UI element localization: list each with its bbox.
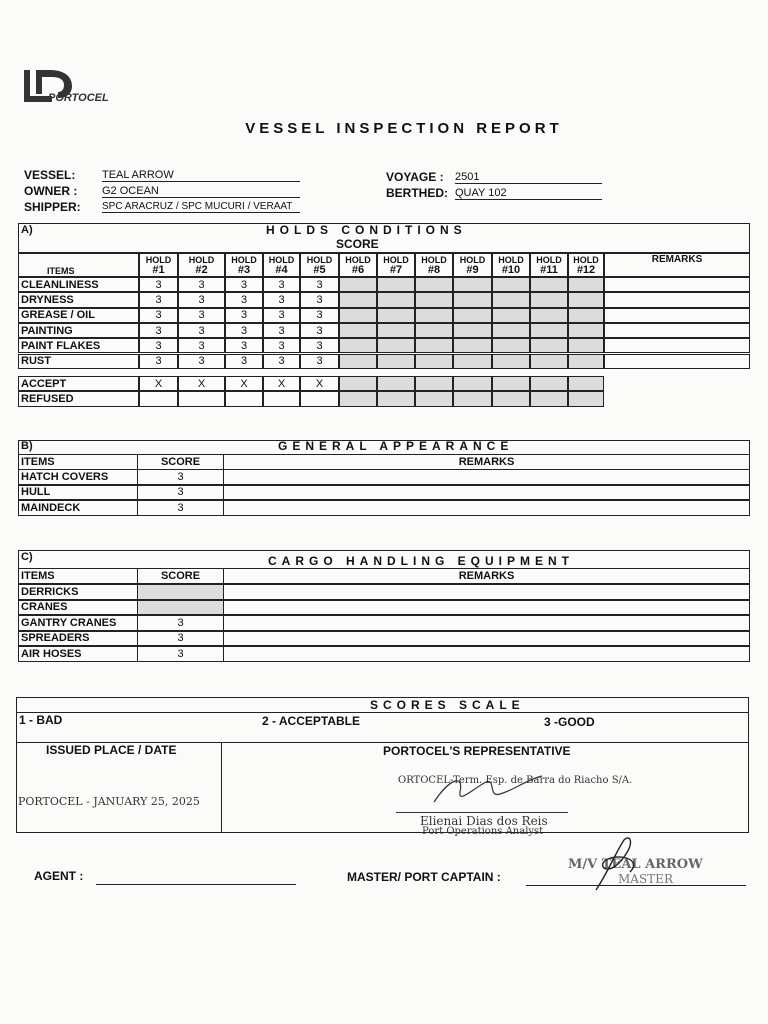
- section-c-letter: C): [21, 551, 33, 563]
- hold-header: [139, 253, 178, 277]
- item-label: PAINTING: [18, 323, 139, 338]
- hold-score-cell: 3: [139, 338, 178, 353]
- hold-word: HOLD: [498, 255, 524, 265]
- section-a-letter: A): [21, 224, 33, 236]
- hold-header: [492, 253, 530, 277]
- hold-score-cell: 3: [225, 338, 263, 353]
- remarks-header: REMARKS: [604, 253, 750, 277]
- hold-number: #5: [313, 264, 326, 276]
- hold-score-cell: [568, 292, 604, 307]
- hold-header: [178, 253, 225, 277]
- hold-word: HOLD: [188, 255, 215, 265]
- hold-header: [225, 253, 263, 277]
- company-stamp: ORTOCEL-Term. Esp. de Barra do Riacho S/A.: [398, 775, 633, 786]
- hold-score-cell: 3: [263, 277, 300, 292]
- remarks-cell: [223, 615, 750, 631]
- decision-mark-cell: X: [300, 376, 339, 391]
- hold-score-cell: 3: [225, 308, 263, 323]
- score-cell: 3: [137, 646, 224, 662]
- holds-section-box: [18, 223, 750, 253]
- hold-score-cell: [530, 323, 568, 338]
- hold-score-cell: 3: [300, 354, 339, 369]
- items-header: ITEMS: [18, 253, 139, 277]
- decision-mark-cell: [492, 391, 530, 406]
- hold-score-cell: [415, 308, 453, 323]
- score-cell: 3: [137, 485, 224, 501]
- hold-score-cell: 3: [300, 308, 339, 323]
- representative-signature: [430, 768, 550, 812]
- remarks-cell: [604, 292, 750, 307]
- decision-mark-cell: [339, 391, 377, 406]
- hold-number: #3: [237, 264, 251, 276]
- hold-header: [453, 253, 492, 277]
- hold-word: HOLD: [231, 255, 257, 265]
- item-label: HULL: [18, 485, 138, 501]
- hold-score-cell: [415, 277, 453, 292]
- hold-score-cell: 3: [139, 323, 178, 338]
- hold-word: HOLD: [383, 255, 409, 265]
- score-cell: 3: [137, 631, 224, 647]
- hold-word: HOLD: [536, 255, 562, 265]
- hold-score-cell: 3: [263, 323, 300, 338]
- hold-score-cell: [339, 323, 377, 338]
- shipper-value: SPC ARACRUZ / SPC MUCURI / VERAAT: [102, 201, 300, 213]
- hold-score-cell: 3: [263, 292, 300, 307]
- remarks-cell: [223, 646, 750, 662]
- hold-score-cell: [339, 354, 377, 369]
- representative-name: Elienai Dias dos Reis: [420, 814, 548, 828]
- hold-score-cell: 3: [263, 338, 300, 353]
- hold-score-cell: [377, 338, 415, 353]
- hold-header: [339, 253, 377, 277]
- remarks-cell: [223, 584, 750, 600]
- master-stamp-line2: MASTER: [618, 872, 673, 886]
- hold-score-cell: [530, 277, 568, 292]
- hold-score-cell: [568, 323, 604, 338]
- item-label: RUST: [18, 354, 139, 369]
- hold-score-cell: [530, 292, 568, 307]
- hold-score-cell: [377, 292, 415, 307]
- shipper-label: SHIPPER:: [24, 200, 81, 214]
- hold-score-cell: [492, 277, 530, 292]
- hold-header: [377, 253, 415, 277]
- hold-score-cell: [492, 323, 530, 338]
- hold-number: #8: [427, 264, 441, 276]
- item-label: GREASE / OIL: [18, 308, 139, 323]
- decision-mark-cell: [453, 376, 492, 391]
- master-signature: [590, 832, 650, 894]
- score-label: SCORE: [336, 237, 379, 251]
- scale-acceptable: 2 - ACCEPTABLE: [262, 714, 361, 728]
- hold-score-cell: [492, 308, 530, 323]
- hold-score-cell: 3: [139, 277, 178, 292]
- owner-value: G2 OCEAN: [102, 185, 300, 198]
- hold-score-cell: [453, 338, 492, 353]
- scale-bad: 1 - BAD: [19, 713, 63, 727]
- agent-label: AGENT :: [34, 869, 84, 883]
- hold-score-cell: [453, 308, 492, 323]
- hold-word: HOLD: [306, 255, 333, 265]
- decision-mark-cell: [453, 391, 492, 406]
- master-stamp-line1: M/V TEAL ARROW: [568, 857, 703, 872]
- decision-mark-cell: [530, 391, 568, 406]
- owner-label: OWNER :: [24, 184, 78, 198]
- remarks-cell: [604, 338, 750, 353]
- score-header: SCORE: [137, 568, 224, 584]
- hold-score-cell: [377, 277, 415, 292]
- decision-mark-cell: [300, 391, 339, 406]
- decision-mark-cell: [139, 391, 178, 406]
- hold-score-cell: [530, 308, 568, 323]
- hold-number: #10: [501, 264, 521, 276]
- hold-score-cell: 3: [263, 308, 300, 323]
- report-title: VESSEL INSPECTION REPORT: [245, 120, 563, 137]
- hold-score-cell: 3: [178, 292, 225, 307]
- remarks-cell: [604, 277, 750, 292]
- hold-word: HOLD: [268, 255, 295, 265]
- hold-header: [530, 253, 568, 277]
- hold-number: #4: [275, 264, 288, 276]
- score-cell: 3: [137, 615, 224, 631]
- remarks-header: REMARKS: [223, 568, 750, 584]
- hold-header: [300, 253, 339, 277]
- item-label: DERRICKS: [18, 584, 138, 600]
- decision-mark-cell: [377, 376, 415, 391]
- hold-score-cell: [568, 308, 604, 323]
- berthed-label: BERTHED:: [386, 186, 448, 200]
- vessel-value: TEAL ARROW: [102, 169, 300, 182]
- hold-score-cell: [453, 354, 492, 369]
- remarks-cell: [223, 500, 750, 516]
- voyage-value: 2501: [455, 171, 602, 184]
- decision-mark-cell: [225, 391, 263, 406]
- items-header: ITEMS: [18, 454, 138, 470]
- hold-number: #2: [195, 264, 208, 276]
- hold-score-cell: 3: [178, 354, 225, 369]
- issued-value: PORTOCEL - JANUARY 25, 2025: [18, 795, 200, 808]
- hold-score-cell: 3: [300, 277, 339, 292]
- decision-mark-cell: [263, 391, 300, 406]
- hold-score-cell: [377, 354, 415, 369]
- hold-score-cell: 3: [225, 277, 263, 292]
- hold-score-cell: [568, 338, 604, 353]
- agent-signature-line: [96, 884, 296, 885]
- decision-mark-cell: [377, 391, 415, 406]
- decision-mark-cell: [415, 376, 453, 391]
- hold-score-cell: 3: [139, 308, 178, 323]
- section-b-letter: B): [21, 440, 33, 452]
- remarks-cell: [223, 485, 750, 501]
- hold-score-cell: 3: [225, 323, 263, 338]
- hold-score-cell: 3: [263, 354, 300, 369]
- issued-label: ISSUED PLACE / DATE: [46, 743, 177, 757]
- remarks-header: REMARKS: [223, 454, 750, 470]
- decision-mark-cell: X: [178, 376, 225, 391]
- item-label: CLEANLINESS: [18, 277, 139, 292]
- decision-mark-cell: [492, 376, 530, 391]
- holds-conditions-title: HOLDS CONDITIONS: [266, 223, 467, 237]
- hold-score-cell: 3: [178, 338, 225, 353]
- decision-mark-cell: X: [263, 376, 300, 391]
- item-label: HATCH COVERS: [18, 469, 138, 485]
- master-label: MASTER/ PORT CAPTAIN :: [347, 870, 501, 884]
- remarks-cell: [223, 631, 750, 647]
- hold-score-cell: 3: [300, 338, 339, 353]
- hold-number: #12: [576, 264, 596, 276]
- hold-score-cell: 3: [139, 354, 178, 369]
- hold-score-cell: [453, 292, 492, 307]
- hold-header: [415, 253, 453, 277]
- item-label: PAINT FLAKES: [18, 338, 139, 353]
- hold-word: HOLD: [345, 255, 371, 265]
- hold-score-cell: [453, 323, 492, 338]
- signature-line: [396, 812, 568, 813]
- hold-score-cell: 3: [300, 292, 339, 307]
- hold-score-cell: [568, 354, 604, 369]
- decision-mark-cell: X: [139, 376, 178, 391]
- cargo-handling-title: CARGO HANDLING EQUIPMENT: [268, 554, 574, 568]
- hold-score-cell: [415, 323, 453, 338]
- decision-mark-cell: [339, 376, 377, 391]
- item-label: SPREADERS: [18, 631, 138, 647]
- decision-mark-cell: [568, 376, 604, 391]
- remarks-cell: [604, 323, 750, 338]
- hold-word: HOLD: [421, 255, 447, 265]
- hold-score-cell: [415, 338, 453, 353]
- decision-mark-cell: X: [225, 376, 263, 391]
- scale-good: 3 -GOOD: [544, 715, 595, 729]
- decision-label: REFUSED: [18, 391, 139, 406]
- hold-number: #7: [389, 264, 403, 276]
- hold-number: #1: [152, 264, 165, 276]
- hold-score-cell: [377, 308, 415, 323]
- decision-mark-cell: [568, 391, 604, 406]
- remarks-cell: [604, 308, 750, 323]
- score-cell: 3: [137, 500, 224, 516]
- hold-score-cell: 3: [178, 323, 225, 338]
- voyage-label: VOYAGE :: [386, 170, 444, 184]
- hold-header: [263, 253, 300, 277]
- hold-score-cell: [530, 354, 568, 369]
- hold-score-cell: 3: [178, 277, 225, 292]
- hold-header: [568, 253, 604, 277]
- hold-score-cell: [492, 338, 530, 353]
- hold-number: #6: [351, 264, 365, 276]
- hold-score-cell: 3: [139, 292, 178, 307]
- hold-score-cell: [339, 277, 377, 292]
- hold-score-cell: [492, 292, 530, 307]
- item-label: AIR HOSES: [18, 646, 138, 662]
- portocel-logo: [22, 68, 122, 106]
- hold-score-cell: [339, 292, 377, 307]
- representative-label: PORTOCEL'S REPRESENTATIVE: [383, 744, 571, 758]
- score-cell: [137, 600, 224, 616]
- remarks-cell: [223, 469, 750, 485]
- hold-number: #11: [540, 264, 558, 276]
- hold-word: HOLD: [459, 255, 486, 265]
- remarks-cell: [223, 600, 750, 616]
- hold-score-cell: 3: [225, 354, 263, 369]
- decision-mark-cell: [415, 391, 453, 406]
- hold-score-cell: [377, 323, 415, 338]
- berthed-value: QUAY 102: [455, 187, 602, 200]
- score-cell: 3: [137, 469, 224, 485]
- decision-label: ACCEPT: [18, 376, 139, 391]
- hold-score-cell: [415, 354, 453, 369]
- general-appearance-title: GENERAL APPEARANCE: [278, 439, 514, 453]
- hold-word: HOLD: [573, 255, 599, 265]
- score-cell: [137, 584, 224, 600]
- decision-mark-cell: [178, 391, 225, 406]
- logo-text: PORTOCEL: [48, 92, 109, 104]
- hold-score-cell: [453, 277, 492, 292]
- hold-number: #9: [466, 264, 479, 276]
- representative-role: Port Operations Analyst: [422, 826, 544, 837]
- hold-score-cell: 3: [300, 323, 339, 338]
- item-label: MAINDECK: [18, 500, 138, 516]
- hold-score-cell: 3: [178, 308, 225, 323]
- item-label: CRANES: [18, 600, 138, 616]
- hold-score-cell: [530, 338, 568, 353]
- hold-score-cell: [568, 277, 604, 292]
- hold-score-cell: [415, 292, 453, 307]
- decision-mark-cell: [530, 376, 568, 391]
- hold-score-cell: [339, 308, 377, 323]
- scores-scale-title: SCORES SCALE: [370, 698, 525, 712]
- hold-score-cell: [492, 354, 530, 369]
- items-header: ITEMS: [18, 568, 138, 584]
- remarks-cell: [604, 354, 750, 369]
- item-label: DRYNESS: [18, 292, 139, 307]
- score-header: SCORE: [137, 454, 224, 470]
- hold-word: HOLD: [145, 255, 172, 265]
- hold-score-cell: 3: [225, 292, 263, 307]
- vessel-label: VESSEL:: [24, 168, 76, 182]
- item-label: GANTRY CRANES: [18, 615, 138, 631]
- hold-score-cell: [339, 338, 377, 353]
